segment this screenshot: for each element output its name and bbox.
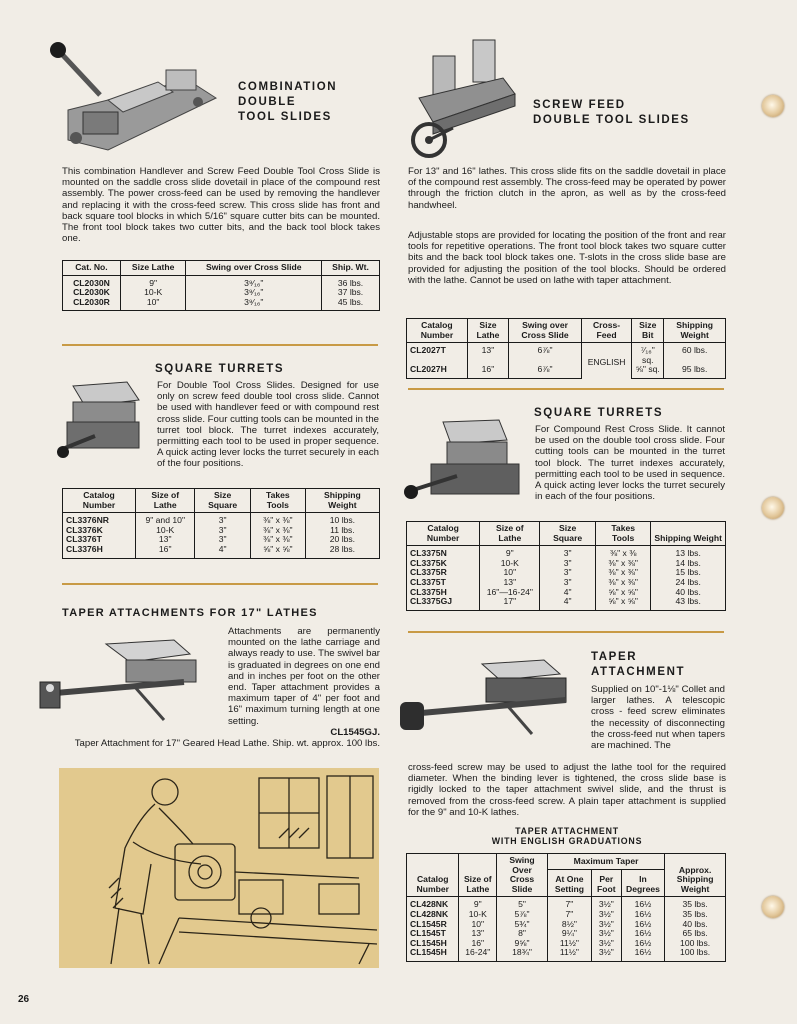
page-number: 26: [18, 994, 30, 1005]
taper-attachment-description-narrow: Supplied on 10"-1⅛" Collet and larger lathes. A telescopic cross - feed screw eliminates the necessity of disconnecting the cross-feed nut when tapers are machined. The: [591, 684, 725, 752]
table-row: CL3375GJ 17" 4" ⅝" x ⅝" 43 lbs.: [407, 597, 726, 610]
table-row: CL3376H 16" 4" ⅝" x ⅝" 28 lbs.: [63, 545, 380, 558]
table-row: CL3375H 16"—16-24" 4" ⅝" x ⅝" 40 lbs.: [407, 588, 726, 598]
taper-17-title: TAPER ATTACHMENTS FOR 17" LATHES: [62, 607, 318, 619]
table-row: CL3376T 13" 3" ⅜" x ⅜" 20 lbs.: [63, 535, 380, 545]
lathe-operator-drawing: [59, 768, 379, 968]
combination-title: COMBINATION DOUBLE TOOL SLIDES: [238, 81, 338, 123]
square-turrets-right-table: Catalog Number Size of Lathe Size Square Takes Tools Shipping Weight CL3375N 9" 3" ⅜" x ⅜ 13 lbs. CL3375K 10-K 3" ⅜" x ⅜" 14 lbs. CL3375R 10" 3" ⅜" x ⅜" 15 lbs. CL3375T 13" 3" ⅜" x ⅜" 24 lbs. CL3375H 16"—16-24" 4" ⅝" x ⅝" 40 lbs. CL3375GJ 17" 4" ⅝" x ⅝" 43 lbs.: [406, 521, 726, 611]
section-divider: [62, 344, 378, 346]
taper-table-title: TAPER ATTACHMENT WITH ENGLISH GRADUATIONS: [491, 826, 643, 846]
combination-description: This combination Handlever and Screw Feed Double Tool Cross Slide is mounted on the saddle cross slide dovetail in place of the compound rest assembly. The power cross-feed can be used by removing the handlever and replacing it with the cross-feed screw. This cross slide has front and back square tool blocks in which 5/16" square cutter bits can be mounted. The front tool block takes two cutter bits, and the back tool block takes one.: [62, 166, 380, 245]
table-row: CL1545H 16" 9⅝" 11½" 3½" 16½ 100 lbs.: [407, 939, 726, 949]
table-row: CL1545T 13" 8" 9¼" 3½" 16½ 65 lbs.: [407, 929, 726, 939]
col-ship-wt: Ship. Wt.: [322, 261, 380, 276]
square-turret-compound-image: [403, 416, 523, 506]
screw-feed-description-1: For 13" and 16" lathes. This cross slide fits on the saddle dovetail in place of the compound rest assembly. The cross-feed may be operated by power through the friction clutch in the apron, as well as by the cross-feed handwheel.: [408, 166, 727, 211]
table-row: CL3375N 9" 3" ⅜" x ⅜ 13 lbs.: [407, 546, 726, 559]
table-row: CL3376K 10-K 3" ⅜" x ⅜" 11 lbs.: [63, 526, 380, 536]
taper-attachment-image: [396, 658, 582, 742]
screw-feed-description-2: Adjustable stops are provided for locating the position of the front and rear tools for repetitive operations. The front tool block takes two square cutter bits and the back tool block takes one. T-slots in the cross slide base are provided for adjusting the position of the tool blocks. Should be ordered with the lathe. Cannot be used on lathe with taper attachment.: [408, 230, 726, 286]
square-turrets-right-title: SQUARE TURRETS: [534, 407, 664, 419]
taper-attachment-table: Catalog Number Size of Lathe Swing Over Cross Slide Maximum Taper Approx. Shipping Weight At One Setting Per Foot In Degrees CL428NK 9" 5" 7" 3½" 16½ 35 lbs. CL428NK 10-K 5⅞" 7" 3½" 16½ 35 lbs. CL1545R 10" 5¾" 8½" 3½" 16½ 40 lbs. CL1545T 13" 8" 9¼" 3½" 16½ 65 lbs. CL1545H 16" 9⅝" 11½" 3½" 16½ 100 lbs. CL1545H 16-24" 18¾" 11½" 3½" 16½ 100 lbs.: [406, 853, 726, 962]
lathe-operator-illustration: [59, 768, 379, 968]
table-row: CL2030K 10-K 3⁹⁄₁₆" 37 lbs.: [63, 288, 380, 298]
screw-feed-tool-slide-image: [403, 34, 519, 164]
combination-tool-slide-image: [48, 40, 220, 160]
taper-attachment-description-wide: cross-feed screw may be used to adjust the lathe tool for the required diameter. When the binding lever is tightened, the cross slide base is rigidly locked to the taper attachment swivel slide, and the thrust is removed from the cross-feed screw. A plain taper attachment is supplied for the 9" and 10-K lathes.: [408, 762, 726, 818]
table-row: CL3376NR 9" and 10" 3" ⅜" x ⅜" 10 lbs.: [63, 513, 380, 526]
col-size-lathe: Size Lathe: [120, 261, 186, 276]
table-row: CL2030R 10" 3⁹⁄₁₆" 45 lbs.: [63, 298, 380, 311]
table-row: CL3375K 10-K 3" ⅜" x ⅜" 14 lbs.: [407, 559, 726, 569]
binder-hole: [762, 896, 784, 918]
combination-table: [62, 260, 380, 311]
square-turret-image: [55, 378, 147, 464]
screw-feed-title: SCREW FEED DOUBLE TOOL SLIDES: [533, 99, 690, 126]
table-row: CL1545H 16-24" 18¾" 11½" 3½" 16½ 100 lbs.: [407, 948, 726, 961]
table-row: CL3375R 10" 3" ⅜" x ⅜" 15 lbs.: [407, 568, 726, 578]
square-turrets-left-description: For Double Tool Cross Slides. Designed for use only on screw feed double tool cross slide. Cannot be used with handlever feed or with compound rest cross slide. Four cutting tools can be mounted in the turret tool block. The turret indexes accurately, permitting each tool to be used in proper sequence. A quick acting lever locks the turret securely in each of the four positions.: [157, 380, 379, 470]
table-row: CL1545R 10" 5¾" 8½" 3½" 16½ 40 lbs.: [407, 920, 726, 930]
table-row: CL3375T 13" 3" ⅜" x ⅜" 24 lbs.: [407, 578, 726, 588]
screw-feed-table: Catalog Number Size Lathe Swing over Cross Slide Cross-Feed Size Bit Shipping Weight CL2027T 13" 6⅞" ENGLISH ⁷⁄₁₆" sq. 60 lbs. CL2027H 16" 6⅞" ⅝" sq. 95 lbs.: [406, 318, 726, 379]
table-row: CL428NK 9" 5" 7" 3½" 16½ 35 lbs.: [407, 897, 726, 910]
binder-hole: [762, 497, 784, 519]
square-turrets-right-description: For Compound Rest Cross Slide. It cannot be used on the double tool cross slide. Four cutting tools can be mounted in the turret tool block. The turret indexes accurately, permitting each tool to be used in sequence. A quick acting lever locks the turret securely in each of the four positions.: [535, 424, 725, 503]
table-row: CL2027H 16" 6⅞" ⅝" sq. 95 lbs.: [407, 365, 726, 378]
section-divider: [62, 583, 378, 585]
section-divider: [408, 388, 724, 390]
square-turrets-left-table: Catalog Number Size of Lathe Size Square Takes Tools Shipping Weight CL3376NR 9" and 10" 3" ⅜" x ⅜" 10 lbs. CL3376K 10-K 3" ⅜" x ⅜" 11 lbs. CL3376T 13" 3" ⅜" x ⅜" 20 lbs. CL3376H 16" 4" ⅝" x ⅝" 28 lbs.: [62, 488, 380, 559]
taper-17-catalog-number: CL1545GJ.: [330, 726, 380, 738]
section-divider: [408, 631, 724, 633]
taper-attachment-title: TAPER ATTACHMENT: [591, 651, 686, 678]
table-row: CL428NK 10-K 5⅞" 7" 3½" 16½ 35 lbs.: [407, 910, 726, 920]
col-cat-no: Cat. No.: [63, 261, 121, 276]
binder-hole: [762, 95, 784, 117]
square-turrets-left-title: SQUARE TURRETS: [155, 363, 285, 375]
col-swing: Swing over Cross Slide: [186, 261, 322, 276]
table-row: CL2027T 13" 6⅞" ENGLISH ⁷⁄₁₆" sq. 60 lbs.: [407, 343, 726, 366]
taper-17-description: Attachments are permanently mounted on the lathe carriage and always ready to use. The swivel bar is graduated in degrees on one end and in inches per foot on the other end. Taper attachment provides a maximum taper of 4" per foot and 16" maximum turning length at one setting. CL1545GJ. Taper Attachment for 17" Geared Head Lathe. Ship. wt. approx. 100 lbs.: [74, 626, 380, 750]
table-row: CL2030N 9" 3⁹⁄₁₆" 36 lbs.: [63, 275, 380, 288]
